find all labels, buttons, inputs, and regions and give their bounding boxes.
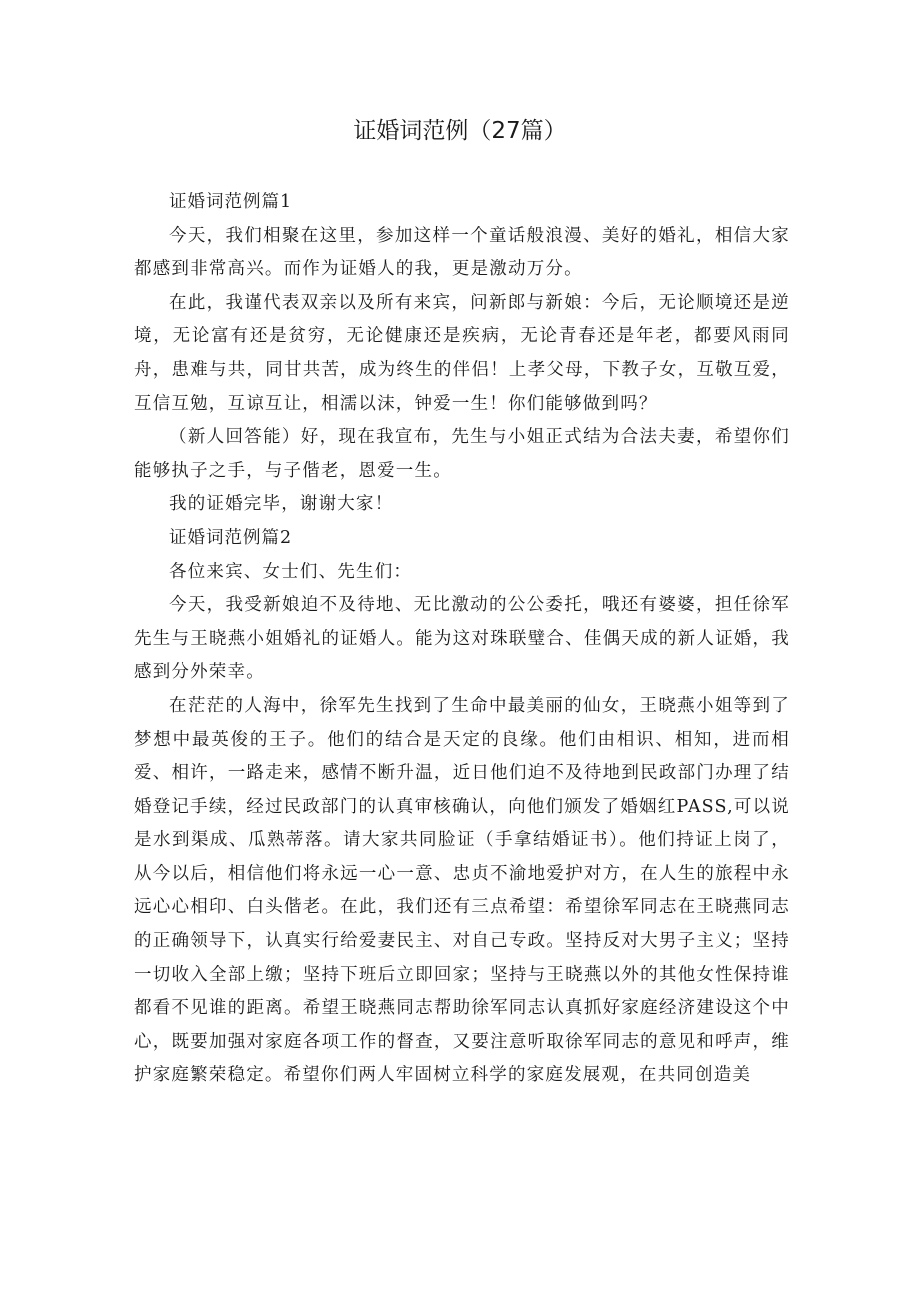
paragraph: 各位来宾、女士们、先生们： bbox=[169, 561, 413, 582]
document-title: 证婚词范例（27篇） bbox=[353, 118, 567, 144]
section-heading: 证婚词范例篇1 bbox=[169, 192, 293, 212]
paragraph: 在茫茫的人海中，徐军先生找到了生命中最美丽的仙女，王晓燕小姐等到了梦想中最英俊的王子。他们的结合是天定的良缘。他们由相识、相知，进而相爱、相许，一路走来，感情不断升温，近日他们迫不及待地到民政部门办理了结婚登记手续，经过民政部门的认真审核确认，向他们颁发了婚姻红PASS,可以说是水到渠成、瓜熟蒂落。请大家共同脸证（手拿结婚证书）。他们持证上岗了，从今以后，相信他们将永远一心一意、忠贞不渝地爱护对方，在人生的旅程中永远心心相印、白头偕老。在此，我们还有三点希望：希望徐军同志在王晓燕同志的正确领导下，认真实行给爱妻民主、对自己专政。坚持反对大男子主义；坚持一切收入全部上缴；坚持下班后立即回家；坚持与王晓燕以外的其他女性保持谁都看不见谁的距离。希望王晓燕同志帮助徐军同志认真抓好家庭经济建设这个中心，既要加强对家庭各项工作的督查，又要注意听取徐军同志的意见和呼声，维护家庭繁荣稳定。希望你们两人牢固树立科学的家庭发展观，在共同创造美 bbox=[134, 695, 790, 1086]
paragraph: 今天，我们相聚在这里，参加这样一个童话般浪漫、美好的婚礼，相信大家都感到非常高兴。而作为证婚人的我，更是激动万分。 bbox=[134, 225, 790, 280]
section-heading: 证婚词范例篇2 bbox=[169, 527, 293, 548]
paragraph: 我的证婚完毕，谢谢大家！ bbox=[169, 494, 394, 515]
paragraph: 在此，我谨代表双亲以及所有来宾，问新郎与新娘：今后，无论顺境还是逆境，无论富有还是贫穷，无论健康还是疾病，无论青春还是年老，都要风雨同舟，患难与共，同甘共苦，成为终生的伴侣！上孝父母，下教子女，互敬互爱，互信互勉，互谅互让，相濡以沫，钟爱一生！你们能够做到吗？ bbox=[134, 292, 790, 414]
paragraph: 今天，我受新娘迫不及待地、无比激动的公公委托，哦还有婆婆，担任徐军先生与王晓燕小姐婚礼的证婚人。能为这对珠联璧合、佳偶天成的新人证婚，我感到分外荣幸。 bbox=[134, 595, 790, 683]
document-body bbox=[134, 186, 790, 1093]
paragraph: （新人回答能）好，现在我宣布，先生与小姐正式结为合法夫妻，希望你们能够执子之手，与子偕老，恩爱一生。 bbox=[134, 427, 790, 481]
